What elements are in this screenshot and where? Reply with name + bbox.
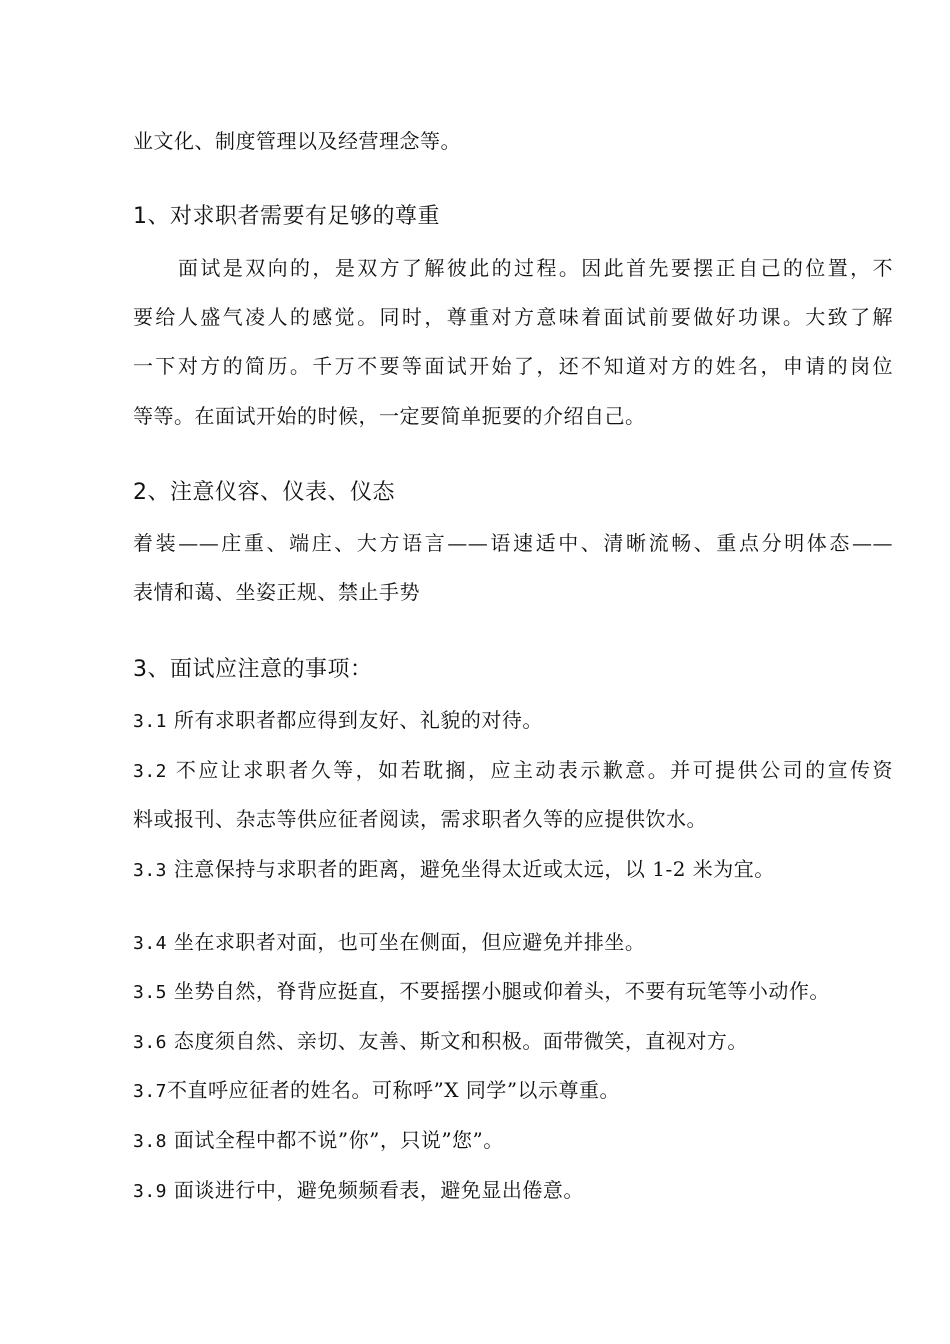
item-number: 3.8 — [133, 1131, 168, 1152]
item-3-2 — [133, 757, 893, 785]
item-text: 不应让求职者久等，如若耽搁，应主动表示歉意。并可提供公司的宣传资 — [175, 758, 894, 782]
item-text: 不直呼应征者的姓名。可称呼”X 同学”以示尊重。 — [167, 1078, 621, 1102]
item-number: 3.2 — [133, 761, 168, 782]
item-number: 3.3 — [133, 860, 168, 881]
section-1-line-1: 面试是双向的，是双方了解彼此的过程。因此首先要摆正自己的位置，不 — [178, 256, 893, 280]
item-3-1 — [133, 707, 893, 735]
section-1-line-4: 等等。在面试开始的时候，一定要简单扼要的介绍自己。 — [133, 404, 646, 428]
item-text: 所有求职者都应得到友好、礼貌的对待。 — [173, 708, 543, 732]
section-3-heading: 3、面试应注意的事项： — [133, 657, 373, 682]
section-1-line-3: 一下对方的简历。千万不要等面试开始了，还不知道对方的姓名，申请的岗位 — [133, 354, 893, 378]
item-number: 3.1 — [133, 711, 168, 732]
item-text: 注意保持与求职者的距离，避免坐得太近或太远，以 1-2 米为宜。 — [173, 857, 775, 881]
item-3-5 — [133, 978, 893, 1006]
item-3-2-line-2: 料或报刊、杂志等供应征者阅读，需求职者久等的应提供饮水。 — [133, 807, 707, 831]
item-3-3 — [133, 856, 893, 884]
item-number: 3.6 — [133, 1032, 168, 1053]
item-text: 坐在求职者对面，也可坐在侧面，但应避免并排坐。 — [173, 930, 646, 954]
item-text: 面谈进行中，避免频频看表，避免显出倦意。 — [173, 1178, 584, 1202]
item-number: 3.5 — [133, 982, 168, 1003]
item-3-6 — [133, 1028, 893, 1056]
item-3-7 — [133, 1077, 893, 1105]
section-2-line-1: 着装——庄重、端庄、大方语言——语速适中、清晰流畅、重点分明体态—— — [133, 531, 893, 555]
section-1-line-2: 要给人盛气凌人的感觉。同时，尊重对方意味着面试前要做好功课。大致了解 — [133, 305, 893, 329]
item-3-9 — [133, 1177, 893, 1205]
item-number: 3.7 — [133, 1081, 168, 1102]
continuation-text: 业文化、制度管理以及经营理念等。 — [133, 129, 461, 153]
item-number: 3.9 — [133, 1181, 168, 1202]
item-number: 3.4 — [133, 933, 168, 954]
item-3-4 — [133, 929, 893, 957]
item-text: 态度须自然、亲切、友善、斯文和积极。面带微笑，直视对方。 — [173, 1029, 748, 1053]
item-text: 面试全程中都不说”你”，只说”您”。 — [173, 1128, 504, 1152]
section-1-heading: 1、对求职者需要有足够的尊重 — [133, 204, 440, 229]
item-3-8 — [133, 1127, 893, 1155]
section-2-line-2: 表情和蔼、坐姿正规、禁止手势 — [133, 580, 420, 604]
section-2-heading: 2、注意仪容、仪表、仪态 — [133, 480, 395, 505]
item-text: 坐势自然，脊背应挺直，不要摇摆小腿或仰着头，不要有玩笔等小动作。 — [173, 979, 830, 1003]
